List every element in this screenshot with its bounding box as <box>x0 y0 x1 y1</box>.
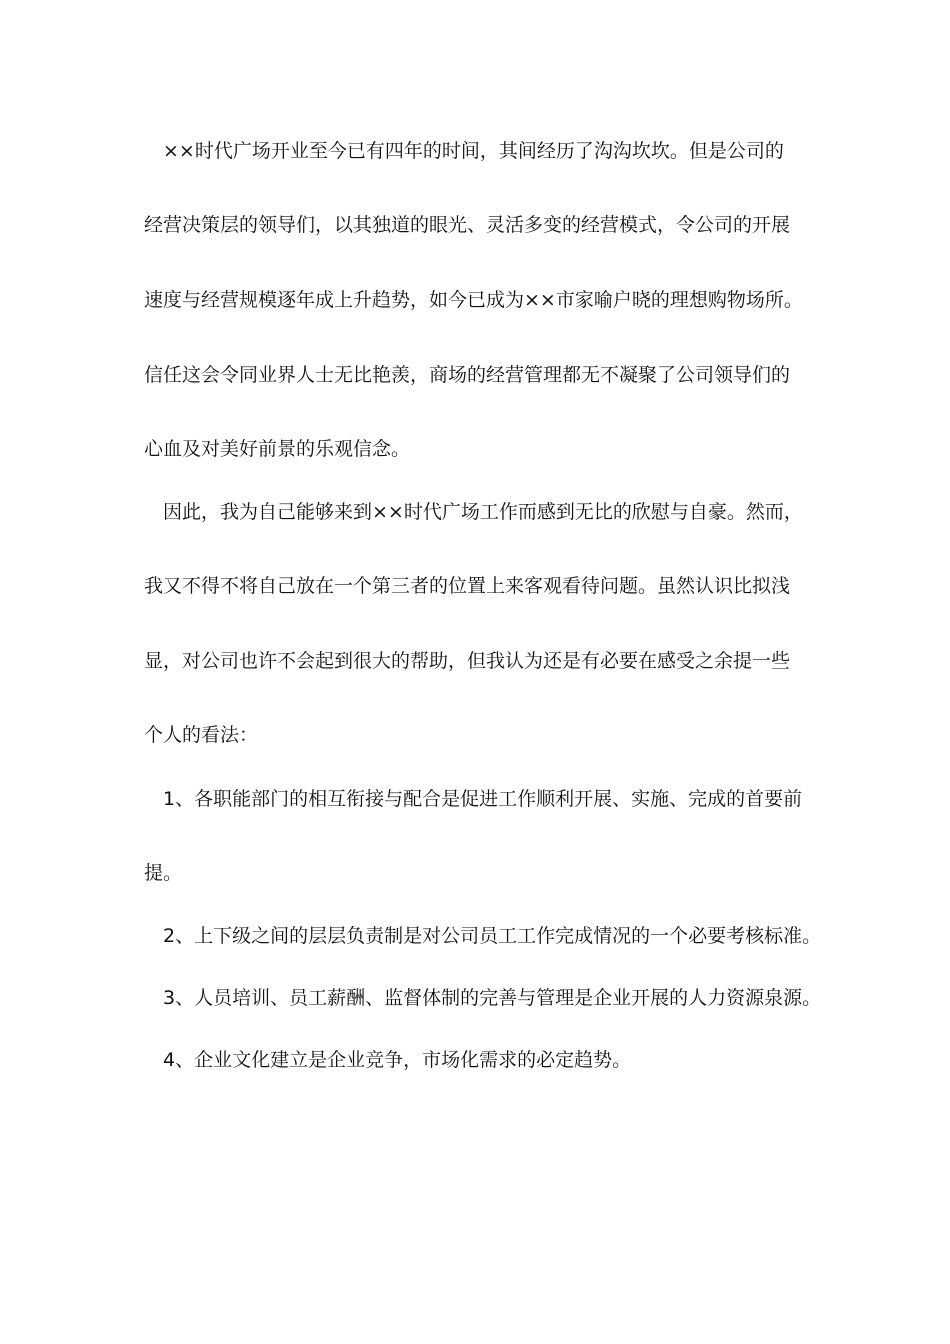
text-line: 心血及对美好前景的乐观信念。 <box>144 438 411 460</box>
text-line: 速度与经营规模逐年成上升趋势，如今已成为××市家喻户晓的理想购物场所。 <box>144 289 803 311</box>
text-line: 因此，我为自己能够来到××时代广场工作而感到无比的欣慰与自豪。然而， <box>163 501 803 523</box>
text-line: ××时代广场开业至今已有四年的时间，其间经历了沟沟坎坎。但是公司的 <box>163 140 784 162</box>
text-line: 3、人员培训、员工薪酬、监督体制的完善与管理是企业开展的人力资源泉源。 <box>163 987 822 1009</box>
text-line: 1、各职能部门的相互衔接与配合是促进工作顺利开展、实施、完成的首要前 <box>163 788 803 810</box>
text-line: 经营决策层的领导们，以其独道的眼光、灵活多变的经营模式，令公司的开展 <box>144 214 791 236</box>
text-line: 2、上下级之间的层层负责制是对公司员工工作完成情况的一个必要考核标准。 <box>163 925 822 947</box>
text-line: 显，对公司也许不会起到很大的帮助，但我认为还是有必要在感受之余提一些 <box>144 650 791 672</box>
text-line: 4、企业文化建立是企业竞争，市场化需求的必定趋势。 <box>163 1049 632 1071</box>
text-line: 我又不得不将自己放在一个第三者的位置上来客观看待问题。虽然认识比拟浅 <box>144 575 791 597</box>
text-line: 提。 <box>144 862 183 884</box>
text-line: 信任这会令同业界人士无比艳羡，商场的经营管理都无不凝聚了公司领导们的 <box>144 364 791 386</box>
text-line: 个人的看法： <box>144 724 259 746</box>
